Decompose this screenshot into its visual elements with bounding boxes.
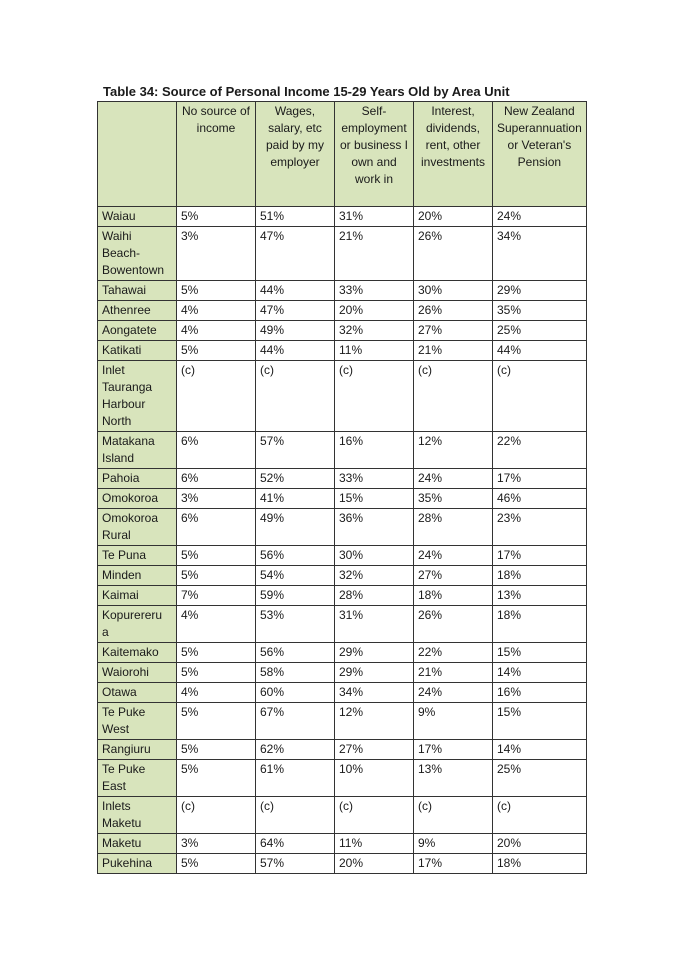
value-cell: 4% [177,683,256,703]
value-cell: 53% [256,606,335,643]
value-cell: 41% [256,489,335,509]
value-cell: 18% [414,586,493,606]
value-cell: 11% [335,341,414,361]
value-cell: (c) [335,361,414,432]
value-cell: (c) [414,361,493,432]
value-cell: 26% [414,606,493,643]
table-row [98,469,587,489]
value-cell: 24% [414,469,493,489]
area-name-cell: Aongatete [98,321,177,341]
table-row [98,489,587,509]
value-cell: 44% [493,341,587,361]
value-cell: 14% [493,740,587,760]
table-row [98,854,587,874]
table-body [98,207,587,874]
value-cell: (c) [177,361,256,432]
value-cell: 36% [335,509,414,546]
value-cell: 6% [177,509,256,546]
value-cell: 29% [335,663,414,683]
value-cell: 3% [177,489,256,509]
value-cell: 28% [335,586,414,606]
value-cell: 17% [493,469,587,489]
value-cell: 35% [414,489,493,509]
table-row [98,643,587,663]
value-cell: 52% [256,469,335,489]
value-cell: 5% [177,740,256,760]
value-cell: 56% [256,546,335,566]
area-name-cell: Otawa [98,683,177,703]
area-name-cell: Kaimai [98,586,177,606]
header-area [98,102,177,207]
value-cell: 15% [493,643,587,663]
value-cell: 13% [493,586,587,606]
table-row [98,227,587,281]
value-cell: 7% [177,586,256,606]
area-name-cell: Matakana Island [98,432,177,469]
table-row [98,281,587,301]
value-cell: 24% [493,207,587,227]
value-cell: 49% [256,321,335,341]
value-cell: 26% [414,227,493,281]
table-row [98,321,587,341]
value-cell: (c) [493,361,587,432]
table-row [98,301,587,321]
value-cell: 5% [177,281,256,301]
area-name-cell: Inlet Tauranga Harbour North [98,361,177,432]
area-name-cell: Waiau [98,207,177,227]
value-cell: (c) [335,797,414,834]
value-cell: 54% [256,566,335,586]
value-cell: 11% [335,834,414,854]
value-cell: 20% [335,301,414,321]
value-cell: 17% [414,740,493,760]
table-row [98,341,587,361]
area-name-cell: Kaitemako [98,643,177,663]
value-cell: 9% [414,703,493,740]
value-cell: 57% [256,854,335,874]
value-cell: 34% [493,227,587,281]
value-cell: 32% [335,321,414,341]
value-cell: 16% [335,432,414,469]
value-cell: 6% [177,432,256,469]
value-cell: 44% [256,341,335,361]
value-cell: (c) [177,797,256,834]
value-cell: 18% [493,566,587,586]
value-cell: 30% [414,281,493,301]
area-name-cell: Athenree [98,301,177,321]
value-cell: 57% [256,432,335,469]
income-table [97,101,587,874]
header-row [98,102,587,207]
table-row [98,703,587,740]
value-cell: 34% [335,683,414,703]
value-cell: 25% [493,760,587,797]
value-cell: 22% [493,432,587,469]
value-cell: 17% [414,854,493,874]
value-cell: 25% [493,321,587,341]
value-cell: 51% [256,207,335,227]
value-cell: 4% [177,321,256,341]
table-row [98,740,587,760]
value-cell: 3% [177,834,256,854]
area-name-cell: Te Puna [98,546,177,566]
value-cell: 22% [414,643,493,663]
value-cell: 67% [256,703,335,740]
area-name-cell: Tahawai [98,281,177,301]
value-cell: 35% [493,301,587,321]
value-cell: (c) [256,361,335,432]
area-name-cell: Katikati [98,341,177,361]
value-cell: 59% [256,586,335,606]
value-cell: 17% [493,546,587,566]
value-cell: 47% [256,227,335,281]
table-row [98,432,587,469]
area-name-cell: Maketu [98,834,177,854]
value-cell: 18% [493,854,587,874]
value-cell: 64% [256,834,335,854]
value-cell: 21% [335,227,414,281]
value-cell: 46% [493,489,587,509]
area-name-cell: Waiorohi [98,663,177,683]
value-cell: 62% [256,740,335,760]
value-cell: 27% [414,321,493,341]
value-cell: 29% [493,281,587,301]
area-name-cell: Kopurereru a [98,606,177,643]
value-cell: 33% [335,469,414,489]
value-cell: 4% [177,301,256,321]
area-name-cell: Waihi Beach-Bowentown [98,227,177,281]
value-cell: 31% [335,606,414,643]
table-row [98,361,587,432]
header-no-source: No source of income [177,102,256,207]
value-cell: 14% [493,663,587,683]
value-cell: 26% [414,301,493,321]
value-cell: 5% [177,643,256,663]
value-cell: 49% [256,509,335,546]
table-row [98,797,587,834]
value-cell: 5% [177,663,256,683]
table-row [98,207,587,227]
header-interest: Interest, dividends, rent, other investments [414,102,493,207]
value-cell: 56% [256,643,335,663]
table-row [98,683,587,703]
value-cell: 15% [493,703,587,740]
table-row [98,509,587,546]
value-cell: 44% [256,281,335,301]
area-name-cell: Pahoia [98,469,177,489]
header-self-employment: Self-employment or business I own and work in [335,102,414,207]
value-cell: 3% [177,227,256,281]
area-name-cell: Omokoroa [98,489,177,509]
value-cell: 21% [414,663,493,683]
value-cell: 5% [177,760,256,797]
value-cell: 5% [177,341,256,361]
value-cell: 32% [335,566,414,586]
table-title: Table 34: Source of Personal Income 15-29 Years Old by Area Unit [103,84,510,99]
value-cell: 5% [177,566,256,586]
value-cell: 5% [177,546,256,566]
table-row [98,566,587,586]
area-name-cell: Inlets Maketu [98,797,177,834]
table-row [98,663,587,683]
header-wages: Wages, salary, etc paid by my employer [256,102,335,207]
value-cell: 16% [493,683,587,703]
area-name-cell: Omokoroa Rural [98,509,177,546]
value-cell: (c) [493,797,587,834]
value-cell: 27% [414,566,493,586]
value-cell: 60% [256,683,335,703]
value-cell: 24% [414,683,493,703]
value-cell: 30% [335,546,414,566]
value-cell: 33% [335,281,414,301]
value-cell: 5% [177,207,256,227]
area-name-cell: Minden [98,566,177,586]
value-cell: 23% [493,509,587,546]
value-cell: 61% [256,760,335,797]
value-cell: (c) [414,797,493,834]
value-cell: 20% [414,207,493,227]
value-cell: 58% [256,663,335,683]
area-name-cell: Rangiuru [98,740,177,760]
value-cell: 20% [335,854,414,874]
area-name-cell: Te Puke West [98,703,177,740]
value-cell: 13% [414,760,493,797]
value-cell: 21% [414,341,493,361]
value-cell: 9% [414,834,493,854]
value-cell: 18% [493,606,587,643]
area-name-cell: Te Puke East [98,760,177,797]
value-cell: 31% [335,207,414,227]
value-cell: 24% [414,546,493,566]
value-cell: 4% [177,606,256,643]
value-cell: 12% [414,432,493,469]
header-superannuation: New Zealand Superannuation or Veteran's Pension [493,102,587,207]
value-cell: 28% [414,509,493,546]
value-cell: 27% [335,740,414,760]
table-row [98,546,587,566]
table-row [98,834,587,854]
table-row [98,606,587,643]
value-cell: 6% [177,469,256,489]
value-cell: 10% [335,760,414,797]
table-row [98,760,587,797]
value-cell: 12% [335,703,414,740]
value-cell: 29% [335,643,414,663]
value-cell: 5% [177,703,256,740]
value-cell: 5% [177,854,256,874]
value-cell: 20% [493,834,587,854]
value-cell: 47% [256,301,335,321]
table-row [98,586,587,606]
value-cell: 15% [335,489,414,509]
value-cell: (c) [256,797,335,834]
area-name-cell: Pukehina [98,854,177,874]
